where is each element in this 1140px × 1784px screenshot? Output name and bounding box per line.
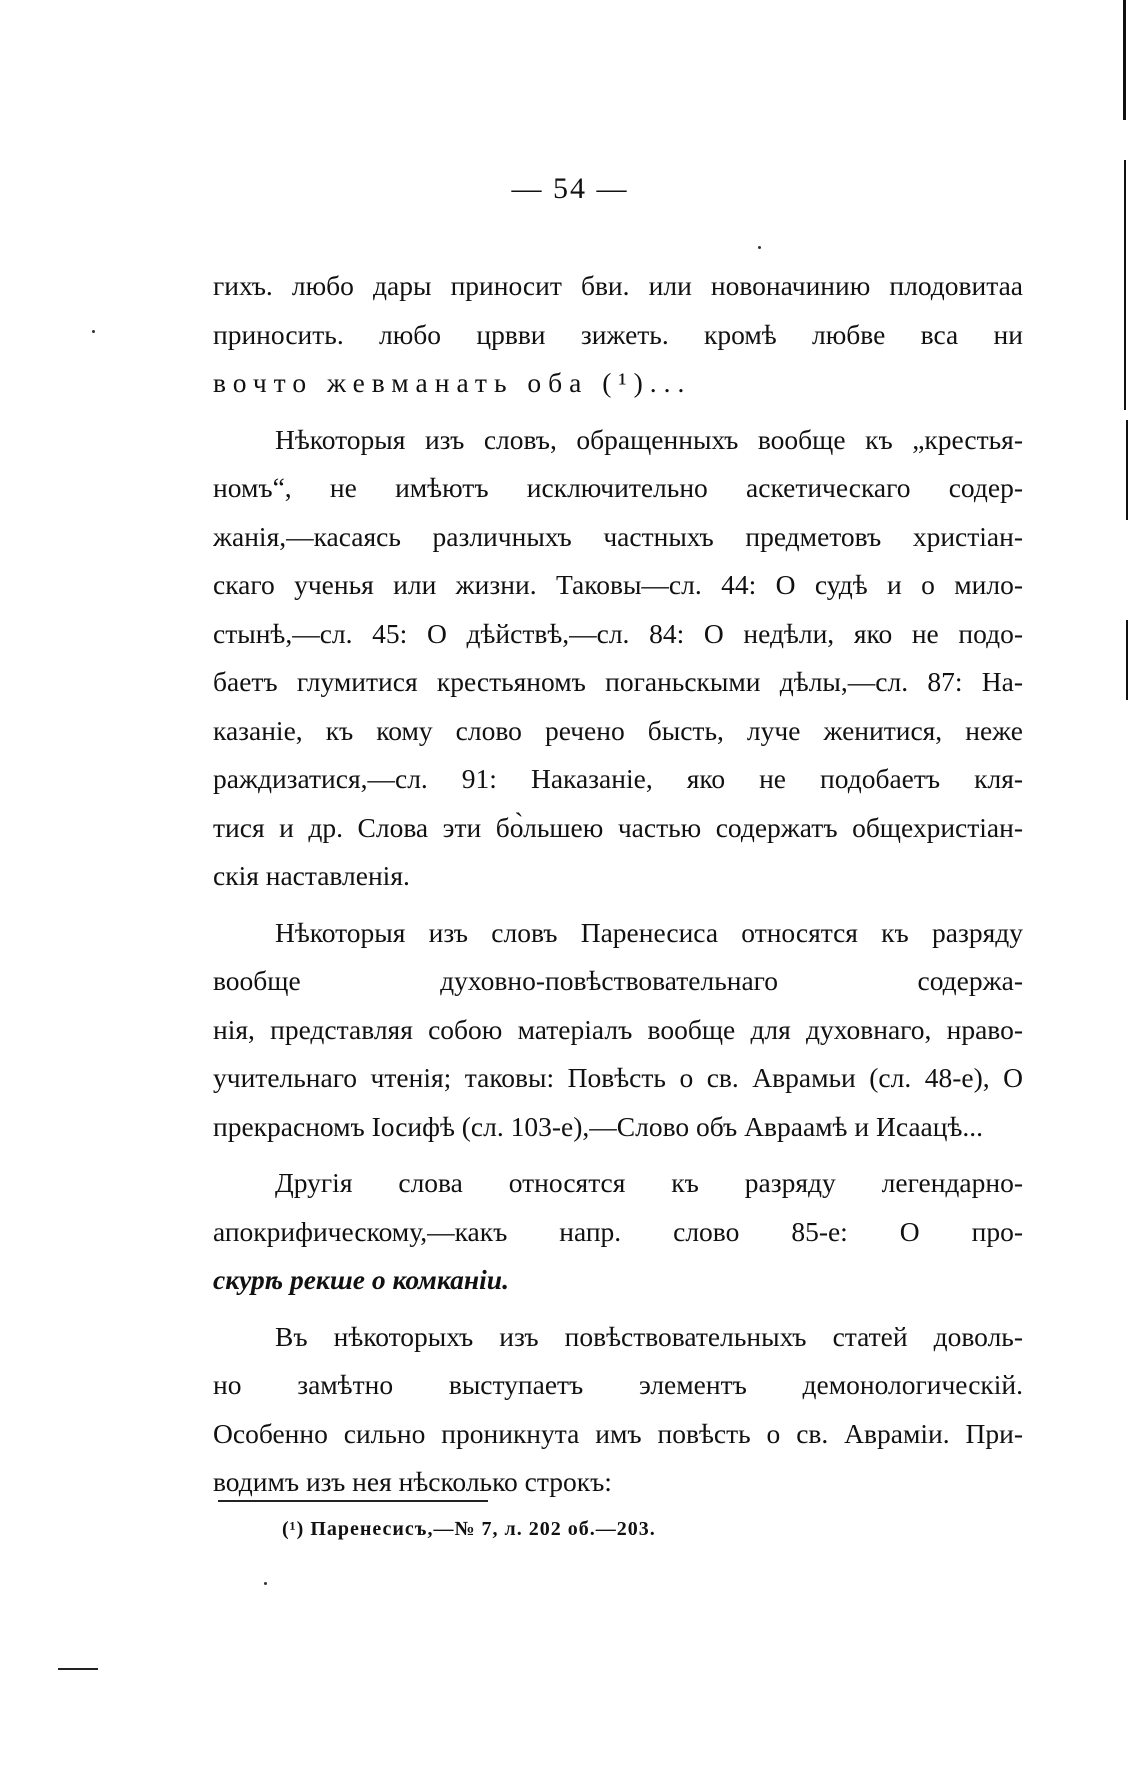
margin-speck — [264, 1582, 267, 1585]
text-line: учительнаго чтенія; таковы: Повѣсть о св. Аврамьи (сл. 48-е), О — [213, 1062, 1023, 1093]
page-number: — 54 — — [511, 172, 629, 205]
text-line: казаніе, къ кому слово речено бысть, луче женитися, неже — [213, 714, 1023, 746]
text-line: номъ“, не имѣютъ исключительно аскетическаго содер- — [213, 472, 1023, 503]
text-line: тися и др. Слова эти бо̀льшею частью содержатъ общехристіан- — [213, 811, 1023, 843]
paragraph-quote — [213, 262, 1023, 408]
text-line: нія, представляя собою матеріалъ вообще для духовнаго, нраво- — [213, 1013, 1023, 1045]
paragraph — [213, 909, 1023, 1152]
scan-edge-line — [1126, 420, 1128, 520]
scan-edge-line — [1126, 620, 1128, 700]
paragraph — [213, 1159, 1023, 1305]
text-line: скія наставленія. — [213, 860, 410, 891]
footnote: (¹) Паренесисъ,—№ 7, л. 202 об.—203. — [282, 1518, 656, 1540]
paragraph — [213, 1313, 1023, 1507]
text-line: стынѣ,—сл. 45: О дѣйствѣ,—сл. 84: О недѣли, яко не подо- — [213, 617, 1023, 649]
text-line: раждизатися,—сл. 91: Наказаніе, яко не подобаетъ кля- — [213, 763, 1023, 794]
text-line: Особенно сильно проникнута имъ повѣсть о св. Аврамiи. При- — [213, 1417, 1023, 1449]
text-line: прекрасномъ Іосифѣ (сл. 103-е),—Слово объ Авраамѣ и Исаацѣ... — [213, 1110, 984, 1142]
text-line: Другія слова относятся къ разряду легендарно- — [275, 1167, 1023, 1198]
body-text — [213, 262, 1023, 1507]
margin-speck — [758, 246, 761, 249]
text-line: Нѣкоторыя изъ словъ Паренесиса относятся къ разряду — [275, 916, 1023, 948]
text-line: Въ нѣкоторыхъ изъ повѣствовательныхъ статей доволь- — [275, 1320, 1023, 1352]
text-line: водимъ изъ нея нѣсколько строкъ: — [213, 1466, 612, 1497]
margin-speck — [92, 330, 95, 333]
text-line: скурѣ рекше о комканіи. — [213, 1264, 509, 1295]
text-line: апокрифическому,—какъ напр. слово 85-е: О про- — [213, 1215, 1023, 1247]
text-line: приносить. любо црвви зижеть. кромѣ любве вса ни — [213, 318, 1023, 350]
text-line: гихъ. любо дары приносит бви. или новоначинию плодовитаа — [213, 270, 1023, 301]
footnote-divider — [218, 1500, 488, 1502]
text-line: вообще духовно-повѣствовательнаго содержа- — [213, 965, 1023, 996]
scan-edge-line — [1123, 0, 1126, 120]
text-line: скаго ученья или жизни. Таковы—сл. 44: О судѣ и о мило- — [213, 569, 1023, 600]
text-line: баетъ глумитися крестьяномъ поганьскыми дѣлы,—сл. 87: На- — [213, 666, 1023, 697]
paragraph — [213, 416, 1023, 901]
text-line: жанія,—касаясь различныхъ частныхъ предметовъ христіан- — [213, 520, 1023, 552]
text-line: но замѣтно выступаетъ элементъ демонологическій. — [213, 1369, 1023, 1400]
margin-mark — [58, 1668, 98, 1670]
text-line: Нѣкоторыя изъ словъ, обращенныхъ вообще къ „крестья- — [275, 423, 1023, 455]
text-line: вочто жевманать оба (¹)... — [213, 367, 692, 398]
